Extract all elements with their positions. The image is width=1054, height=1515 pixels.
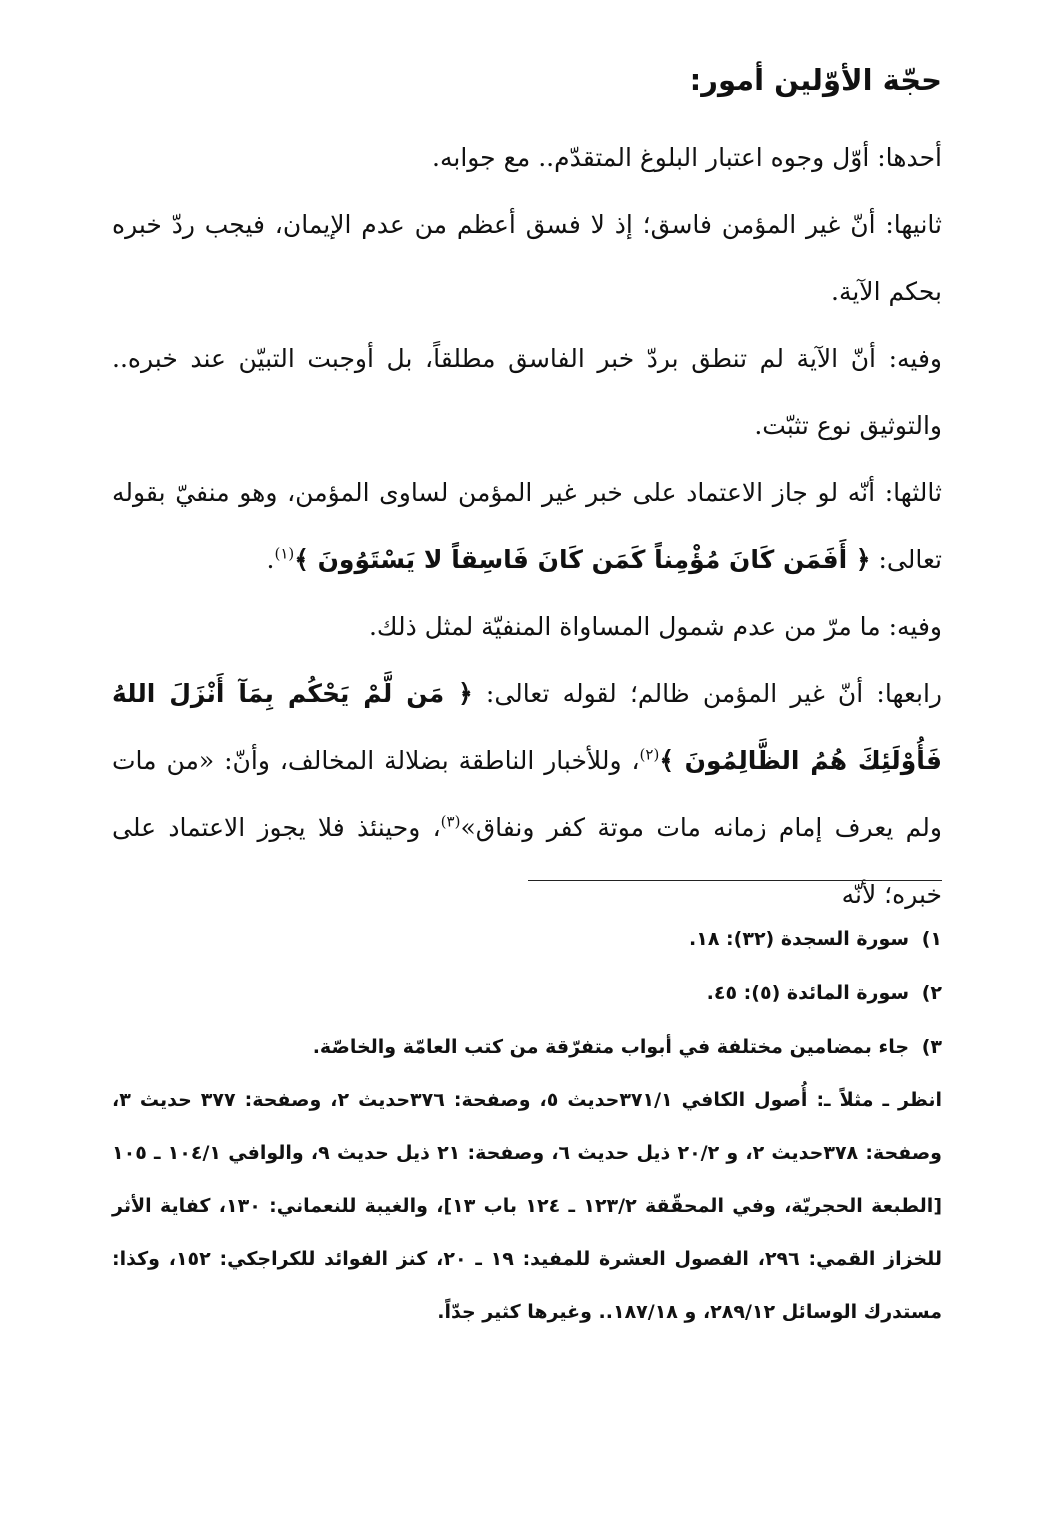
quran-verse-maida: ﴿ مَن لَّمْ يَحْكُم بِمَآ أَنْزَلَ اللهُ فَأُوْلَئِكَ هُمُ الظَّالِمُونَ ﴾ — [112, 679, 942, 775]
footnote-number: ٣) — [921, 1036, 942, 1058]
footnote-ref-3[interactable]: (٣) — [440, 812, 461, 831]
paragraph-third-argument — [112, 459, 942, 593]
footnote-number: ٢) — [921, 982, 942, 1004]
footnote-ref-1[interactable]: (١) — [274, 544, 295, 563]
third-argument-text: ثالثها: أنّه لو جاز الاعتماد على خبر غير المؤمن لساوى المؤمن، وهو منفيّ بقوله تعالى: — [112, 478, 942, 574]
paragraph-first-argument: أحدها: أوّل وجوه اعتبار البلوغ المتقدّم.. مع جوابه. — [432, 143, 942, 172]
main-text — [112, 58, 942, 928]
footnotes — [112, 912, 942, 1339]
footnote-ref-2[interactable]: (٢) — [639, 745, 660, 764]
footnote-3-sources: انظر ـ مثلاً ـ: أُصول الكافي ٣٧١/١حديث ٥، وصفحة: ٣٧٦حديث ٢، وصفحة: ٣٧٧ حديث ٣، وصفحة: ٣٧٨حديث ٢، و ٢٠/٢ ذيل حديث ٦، وصفحة: ٢١ ذيل حديث ٩، والوافي ١٠٤/١ ـ ١٠٥ [الطبعة الحجريّة، وفي المحقّقة ١٢٣/٢ ـ ١٢٤ باب ١٣]، والغيبة للنعماني: ١٣٠، كفاية الأثر للخزاز القمي: ٢٩٦، الفصول العشرة للمفيد: ١٩ ـ ٢٠، كنز الفوائد للكراجكي: ١٥٢، وكذا: مستدرك الوسائل ٢٨٩/١٢، و ١٨٧/١٨.. وغيرها كثير جدّاً. — [112, 1089, 943, 1323]
section-heading: حجّة الأوّلين أمور: — [689, 63, 942, 97]
footnote-text: جاء بمضامين مختلفة في أبواب متفرّقة من كتب العامّة والخاصّة. — [312, 1036, 910, 1058]
paragraph-fourth-argument — [112, 660, 942, 928]
fourth-argument-text-c: ، وحينئذ فلا يجوز الاعتماد على خبره؛ لأنّه — [112, 813, 942, 909]
fourth-argument-text-b: ، وللأخبار الناطقة بضلالة المخالف، وأنّ: «من مات ولم يعرف إمام زمانه مات موتة كفر ونفاق» — [112, 746, 942, 842]
footnote-text: سورة السجدة (٣٢): ١٨. — [689, 928, 910, 950]
footnote-number: ١) — [921, 928, 942, 950]
footnote-2 — [112, 966, 942, 1020]
fourth-argument-text-a: رابعها: أنّ غير المؤمن ظالم؛ لقوله تعالى: — [485, 679, 943, 708]
footnote-3 — [112, 1020, 942, 1074]
quran-verse-sajda: ﴿ أَفَمَن كَانَ مُؤْمِناً كَمَن كَانَ فَاسِقاً لا يَسْتَوُونَ ﴾ — [294, 545, 871, 574]
footnote-separator — [528, 880, 942, 881]
paragraph-third-reply: وفيه: ما مرّ من عدم شمول المساواة المنفيّة لمثل ذلك. — [368, 612, 942, 641]
paragraph-second-argument: ثانيها: أنّ غير المؤمن فاسق؛ إذ لا فسق أعظم من عدم الإيمان، فيجب ردّ خبره بحكم الآية. — [112, 210, 942, 306]
third-argument-end: . — [266, 545, 275, 574]
paragraph-second-reply: وفيه: أنّ الآية لم تنطق بردّ خبر الفاسق مطلقاً، بل أوجبت التبيّن عند خبره.. والتوثيق نوع تثبّت. — [112, 344, 942, 440]
footnote-text: سورة المائدة (٥): ٤٥. — [706, 982, 910, 1004]
footnote-1 — [112, 912, 942, 966]
